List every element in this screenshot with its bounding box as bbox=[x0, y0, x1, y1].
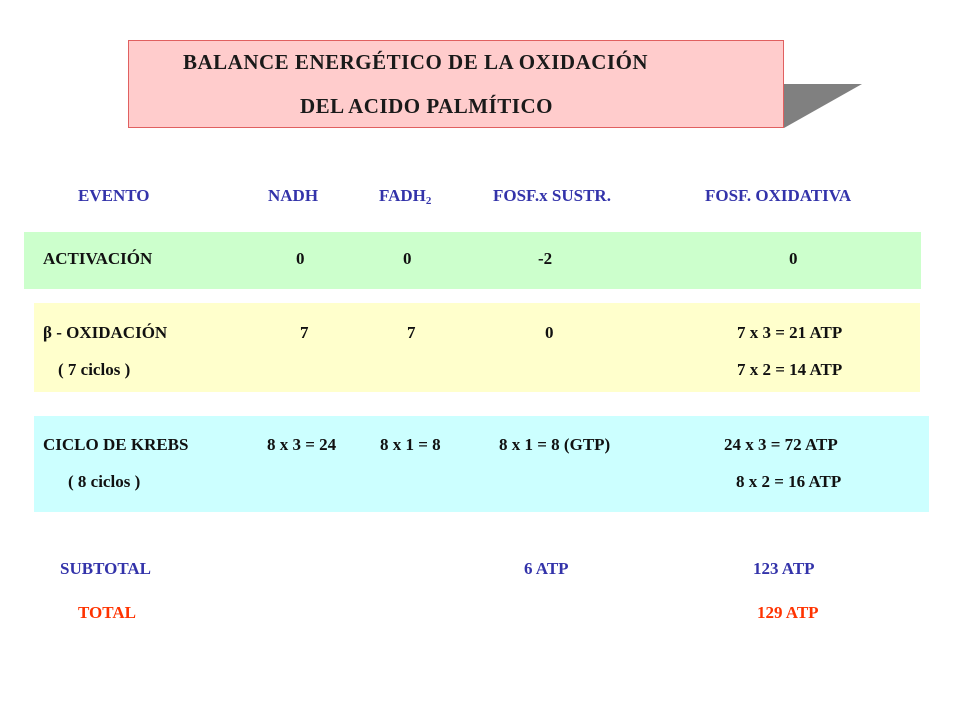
krebs-evento: CICLO DE KREBS bbox=[43, 435, 189, 454]
title-line-1: BALANCE ENERGÉTICO DE LA OXIDACIÓN bbox=[183, 50, 649, 74]
krebs-fosf-sustr: 8 x 1 = 8 (GTP) bbox=[499, 435, 611, 454]
row-ciclo-krebs bbox=[34, 416, 929, 512]
beta-evento: β - OXIDACIÓN bbox=[43, 323, 168, 342]
activacion-evento: ACTIVACIÓN bbox=[43, 249, 153, 268]
title-line-2: DEL ACIDO PALMÍTICO bbox=[300, 94, 553, 118]
activacion-nadh: 0 bbox=[296, 249, 305, 268]
total-label: TOTAL bbox=[78, 603, 136, 622]
activacion-fosf-sustr: -2 bbox=[538, 249, 553, 268]
total-value: 129 ATP bbox=[757, 603, 819, 622]
header-fosf-oxidativa: FOSF. OXIDATIVA bbox=[705, 186, 852, 205]
subtotal-fosf-oxidativa: 123 ATP bbox=[753, 559, 815, 578]
beta-nadh: 7 bbox=[300, 323, 309, 342]
header-fadh: $FADH_2$ bbox=[379, 186, 432, 207]
beta-fosf-oxidativa-2: 7 x 2 = 14 ATP bbox=[737, 360, 843, 379]
header-nadh: NADH bbox=[268, 186, 319, 205]
beta-symbol: β bbox=[43, 323, 52, 342]
header-fosf-sustr: FOSF.x SUSTR. bbox=[493, 186, 611, 205]
krebs-fadh: 8 x 1 = 8 bbox=[380, 435, 441, 454]
subtotal-fosf-sustr: 6 ATP bbox=[524, 559, 569, 578]
beta-fosf-sustr: 0 bbox=[545, 323, 554, 342]
activacion-fadh: 0 bbox=[403, 249, 412, 268]
krebs-fosf-oxidativa-2: 8 x 2 = 16 ATP bbox=[736, 472, 842, 491]
krebs-nadh: 8 x 3 = 24 bbox=[267, 435, 337, 454]
row-activacion bbox=[24, 232, 921, 289]
krebs-fosf-oxidativa-1: 24 x 3 = 72 ATP bbox=[724, 435, 838, 454]
activacion-fosf-oxidativa: 0 bbox=[789, 249, 798, 268]
beta-ciclos: ( 7 ciclos ) bbox=[58, 360, 131, 379]
beta-fadh: 7 bbox=[407, 323, 416, 342]
beta-fosf-oxidativa-1: 7 x 3 = 21 ATP bbox=[737, 323, 843, 342]
subtotal-label: SUBTOTAL bbox=[60, 559, 152, 578]
header-evento: EVENTO bbox=[78, 186, 150, 205]
krebs-ciclos: ( 8 ciclos ) bbox=[68, 472, 141, 491]
